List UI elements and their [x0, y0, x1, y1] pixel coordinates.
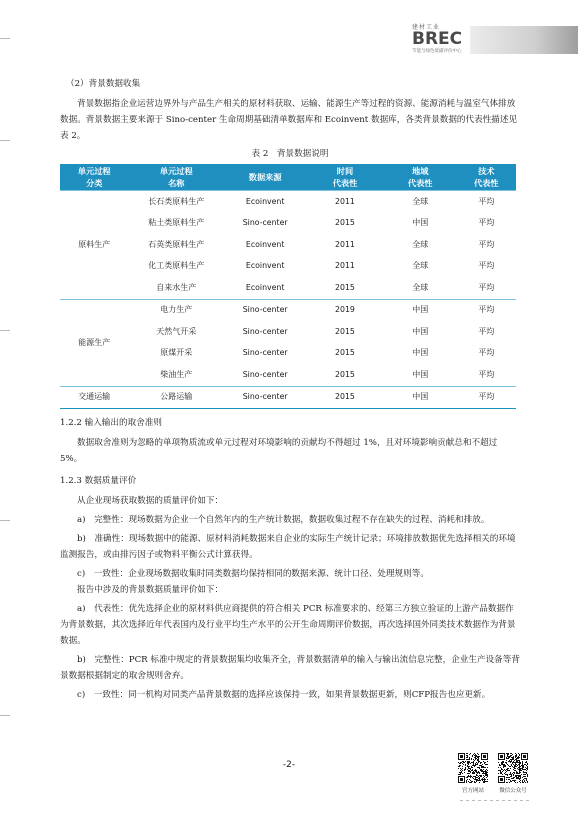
qr-code-wechat [497, 752, 529, 784]
logo-top-text: 建材工业 [412, 24, 441, 31]
tech-cell: 平均 [478, 348, 495, 358]
data-source-cell: Sino-center [242, 348, 288, 358]
tech-cell: 平均 [478, 326, 495, 336]
table-row [60, 386, 516, 409]
tech-cell: 平均 [478, 282, 495, 292]
footer-dashes [460, 800, 530, 801]
header-line: 代表性 [474, 178, 499, 188]
process-name-cell: 柴油生产 [160, 369, 193, 379]
page-number: -2- [282, 760, 296, 770]
tech-cell: 平均 [478, 261, 495, 271]
table-header-cell [60, 164, 128, 191]
region-cell: 中国 [412, 326, 429, 336]
data-source-cell: Ecoinvent [224, 191, 306, 213]
table-header-cell [128, 164, 224, 191]
data-source-cell: Sino-center [242, 326, 288, 336]
header-line: 地域 [412, 166, 429, 176]
process-name-cell: 化工类原料生产 [148, 261, 205, 271]
time-cell: 2015 [306, 386, 384, 409]
data-source-cell: Sino-center [224, 299, 306, 321]
table-row [60, 343, 516, 365]
table-body [60, 191, 516, 409]
s122-heading: 1.2.2 输入输出的取舍准则 [60, 418, 162, 428]
region-cell: 中国 [412, 348, 429, 358]
region-cell: 全球 [384, 191, 457, 213]
category-cell: 能源生产 [60, 299, 128, 386]
region-cell: 全球 [412, 261, 429, 271]
s123-item-a1: a) 完整性：现场数据为企业一个自然年内的生产统计数据，数据收集过程不存在缺失的过程、消耗和排放。 [77, 515, 490, 525]
intro-paragraph: 背景数据指企业运营边界外与产品生产相关的原材料获取、运输、能源生产等过程的资源、能源消耗与温室气体排放数据。背景数据主要来源于 Sino-center 生命周期基础清单数据库和 Ecoinvent 数据库，各类背景数据的代表性描述见表 2。 [60, 99, 518, 141]
s123-lead-background: 报告中涉及的背景数据质量评价如下： [77, 585, 224, 595]
header-line: 技术 [478, 166, 495, 176]
table-header-cell [306, 164, 384, 191]
tech-cell: 平均 [457, 386, 516, 409]
time-cell: 2011 [306, 191, 384, 213]
table-row [60, 321, 516, 343]
category-cell: 原料生产 [60, 191, 128, 300]
document-body [60, 76, 520, 703]
region-cell: 全球 [412, 282, 429, 292]
table-row [60, 277, 516, 299]
process-name-cell: 原煤开采 [160, 348, 193, 358]
margin-mark [0, 140, 10, 141]
region-cell: 中国 [412, 369, 429, 379]
logo-sub-text: 节能与绿色低碳评价中心 [412, 49, 462, 54]
table-header-row [60, 164, 516, 191]
data-source-cell: Ecoinvent [245, 261, 285, 271]
tech-cell: 平均 [457, 299, 516, 321]
process-name-cell: 公路运输 [128, 386, 224, 409]
header-line: 单元过程 [159, 166, 193, 176]
header-line: 分类 [86, 178, 103, 188]
data-source-cell: Ecoinvent [245, 282, 285, 292]
time-cell: 2011 [335, 239, 355, 249]
header-line: 代表性 [407, 178, 433, 188]
logo-main-text: BREC [412, 29, 463, 49]
table-row [60, 213, 516, 235]
header-decor-band [470, 26, 578, 54]
process-name-cell: 电力生产 [128, 299, 224, 321]
s122-paragraph: 数据取舍准则为忽略的单项物质流或单元过程对环境影响的贡献均不得超过 1%，且对环境影响贡献总和不超过 5%。 [60, 438, 498, 464]
table-row [60, 191, 516, 213]
margin-mark [0, 715, 10, 716]
s123-item-a2: a) 代表性：优先选择企业的原材料供应商提供的符合相关 PCR 标准要求的、经第三方独立验证的上游产品数据作为背景数据，其次选择近年代表国内及行业平均生产水平的公开生命周期评价数据，再次选择国外同类技术数据作为背景数据。 [60, 604, 516, 646]
process-name-cell: 粘土类原料生产 [148, 218, 205, 228]
region-cell: 中国 [412, 218, 429, 228]
table-caption: 表 2 背景数据说明 [251, 149, 329, 159]
table-row [60, 256, 516, 278]
s123-item-c2: c) 一致性：同一机构对同类产品背景数据的选择应该保持一致，如果背景数据更新，则CFP报告也应更新。 [77, 690, 491, 700]
process-name-cell: 自来水生产 [156, 282, 197, 292]
data-source-cell: Sino-center [242, 369, 288, 379]
header-line: 单元过程 [77, 166, 111, 176]
time-cell: 2015 [335, 348, 355, 358]
category-cell: 交通运输 [60, 386, 128, 409]
time-cell: 2019 [306, 299, 384, 321]
qr-label-wechat: 微信公众号 [499, 788, 527, 794]
table-row [60, 234, 516, 256]
table-header-cell [224, 164, 306, 191]
s123-item-c1: c) 一致性：企业现场数据收集时同类数据均保持相同的数据来源、统计口径、处理规则等。 [77, 569, 429, 579]
table-header-cell [384, 164, 457, 191]
time-cell: 2015 [335, 369, 355, 379]
tech-cell: 平均 [457, 191, 516, 213]
region-cell: 全球 [412, 239, 429, 249]
background-data-table [60, 164, 516, 409]
tech-cell: 平均 [478, 369, 495, 379]
margin-mark [0, 38, 10, 39]
process-name-cell: 长石类原料生产 [128, 191, 224, 213]
time-cell: 2015 [335, 282, 355, 292]
region-cell: 中国 [384, 299, 457, 321]
table-row [60, 299, 516, 321]
margin-mark [0, 330, 10, 331]
section-heading: （2）背景数据收集 [66, 79, 141, 89]
time-cell: 2015 [335, 218, 355, 228]
data-source-cell: Sino-center [242, 218, 288, 228]
margin-mark [0, 520, 10, 521]
tech-cell: 平均 [478, 218, 495, 228]
data-source-cell: Ecoinvent [245, 239, 285, 249]
s123-lead-onsite: 从企业现场获取数据的质量评价如下： [77, 496, 224, 506]
data-source-cell: Sino-center [224, 386, 306, 409]
header-line: 代表性 [332, 178, 358, 188]
qr-label-website: 官方网站 [461, 788, 484, 794]
time-cell: 2011 [335, 261, 355, 271]
brec-logo [412, 22, 476, 56]
process-name-cell: 天然气开采 [156, 326, 197, 336]
table-header-cell [457, 164, 516, 191]
qr-code-website [457, 752, 489, 784]
process-name-cell: 石英类原料生产 [148, 239, 205, 249]
s123-item-b2: b) 完整性：PCR 标准中规定的背景数据集均收集齐全，背景数据清单的输入与输出流信息完整，企业生产设备等背景数据根据制定的取舍规则舍弃。 [60, 655, 520, 681]
header-line: 时间 [336, 166, 354, 176]
s123-item-b1: b) 准确性：现场数据中的能源、原材料消耗数据来自企业的实际生产统计记录；环境排放数据优先选择相关的环境监测报告，或由排污因子或物料平衡公式计算获得。 [60, 534, 516, 560]
header-line: 名称 [168, 178, 185, 188]
time-cell: 2015 [335, 326, 355, 336]
tech-cell: 平均 [478, 239, 495, 249]
region-cell: 中国 [384, 386, 457, 409]
table-row [60, 364, 516, 386]
s123-heading: 1.2.3 数据质量评价 [60, 476, 137, 486]
header-line: 数据来源 [248, 172, 282, 182]
